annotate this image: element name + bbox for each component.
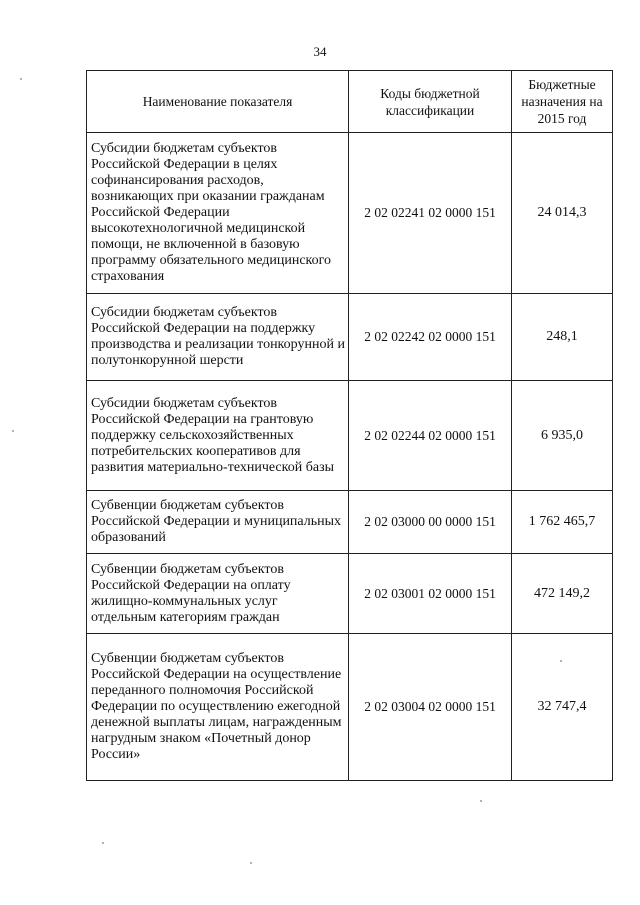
table-row [87, 634, 613, 781]
row-code: 2 02 02244 02 0000 151 [349, 381, 512, 491]
budget-table [86, 70, 613, 781]
table-row [87, 554, 613, 634]
scan-speck [102, 842, 104, 844]
row-amount: 248,1 [512, 294, 613, 381]
row-amount: 32 747,4 [512, 634, 613, 781]
scan-speck [480, 800, 482, 802]
row-name: Субвенции бюджетам субъектов Российской Федерации и муниципальных образований [87, 491, 349, 554]
row-code: 2 02 02242 02 0000 151 [349, 294, 512, 381]
row-code: 2 02 03001 02 0000 151 [349, 554, 512, 634]
header-budget-codes: Коды бюджетной классификации [349, 71, 512, 133]
header-budget-assignments: Бюджетные назначения на 2015 год [512, 71, 613, 133]
row-name: Субсидии бюджетам субъектов Российской Федерации на грантовую поддержку сельскохозяйственных потребительских кооперативов для развития материально-технической базы [87, 381, 349, 491]
header-indicator-name: Наименование показателя [87, 71, 349, 133]
row-amount: 6 935,0 [512, 381, 613, 491]
table-row [87, 491, 613, 554]
table-header-row [87, 71, 613, 133]
row-name: Субвенции бюджетам субъектов Российской Федерации на оплату жилищно-коммунальных услуг отдельным категориям граждан [87, 554, 349, 634]
row-amount: 472 149,2 [512, 554, 613, 634]
table-row [87, 294, 613, 381]
row-name: Субсидии бюджетам субъектов Российской Федерации в целях софинансирования расходов, возникающих при оказании гражданам Российской Федерации высокотехнологичной медицинской помощи, не включенной в базовую программу обязательного медицинского страхования [87, 133, 349, 294]
row-amount: 24 014,3 [512, 133, 613, 294]
scan-speck [20, 78, 22, 80]
row-code: 2 02 03000 00 0000 151 [349, 491, 512, 554]
row-name: Субсидии бюджетам субъектов Российской Федерации на поддержку производства и реализации тонкорунной и полутонкорунной шерсти [87, 294, 349, 381]
page-number: 34 [313, 44, 327, 59]
row-amount: 1 762 465,7 [512, 491, 613, 554]
table-row [87, 381, 613, 491]
row-code: 2 02 02241 02 0000 151 [349, 133, 512, 294]
scan-speck [250, 862, 252, 864]
table-row [87, 133, 613, 294]
scan-speck [560, 660, 562, 662]
scan-speck [12, 430, 14, 432]
row-name: Субвенции бюджетам субъектов Российской Федерации на осуществление переданного полномочия Российской Федерации по осуществлению ежегодной денежной выплаты лицам, награжденным нагрудным знаком «Почетный донор России» [87, 634, 349, 781]
row-code: 2 02 03004 02 0000 151 [349, 634, 512, 781]
